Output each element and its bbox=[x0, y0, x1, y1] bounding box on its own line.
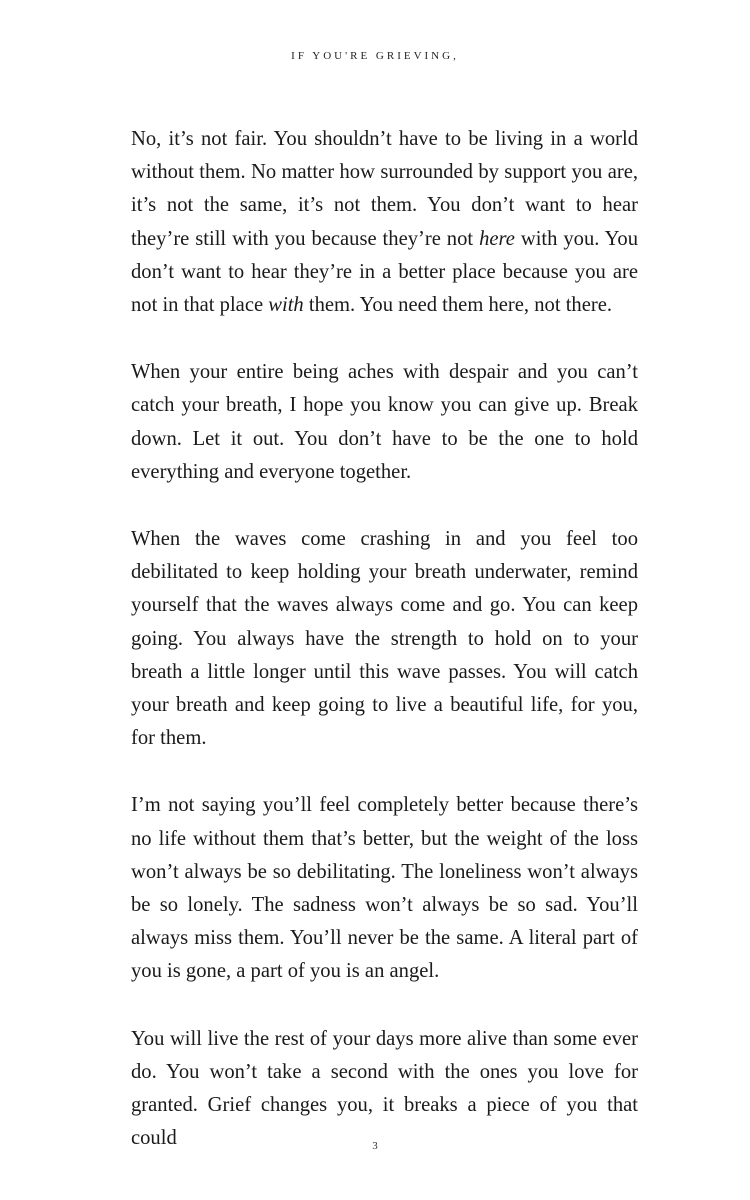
paragraph-1 bbox=[131, 123, 638, 322]
paragraph-1-text-2: with you. You don’t want to hear they’re in a better place because you are not in that place bbox=[131, 227, 638, 317]
running-head: IF YOU'RE GRIEVING, bbox=[291, 50, 459, 62]
paragraph-2-text: When your entire being aches with despair and you can’t catch your breath, I hope you know you can give up. Break down. Let it out. You don’t have to be the one to hold everything and everyone together. bbox=[131, 361, 638, 483]
paragraph-1-text-1: No, it’s not fair. You shouldn’t have to be living in a world without them. No matter how surrounded by support you are, it’s not the same, it’s not them. You don’t want to hear they’re still with you because they’re not bbox=[131, 128, 638, 250]
paragraph-3 bbox=[131, 523, 638, 755]
paragraph-5 bbox=[131, 1023, 638, 1156]
paragraph-5-text: You will live the rest of your days more alive than some ever do. You won’t take a second with the ones you love for granted. Grief changes you, it breaks a piece of you that could bbox=[131, 1027, 638, 1150]
page-number: 3 bbox=[372, 1140, 378, 1152]
paragraph-4-text: I’m not saying you’ll feel completely better because there’s no life without them that’s better, but the weight of the loss won’t always be so debilitating. The loneliness won’t always be so lonely. The sadness won’t always be so sad. You’ll always miss them. You’ll never be the same. A literal part of you is gone, a part of you is an angel. bbox=[131, 794, 638, 983]
paragraph-1-text-3: them. You need them here, not there. bbox=[303, 294, 612, 317]
paragraph-3-text: When the waves come crashing in and you feel too debilitated to keep holding your breath underwater, remind yourself that the waves always come and go. You can keep going. You always have the strength to hold on to your breath a little longer until this wave passes. You will catch your breath and keep going to live a beautiful life, for you, for them. bbox=[131, 528, 638, 750]
body-text bbox=[131, 123, 638, 1189]
paragraph-4 bbox=[131, 789, 638, 988]
paragraph-1-emphasis-here: here bbox=[479, 227, 515, 250]
paragraph-1-emphasis-with: with bbox=[268, 294, 304, 317]
paragraph-2 bbox=[131, 356, 638, 489]
